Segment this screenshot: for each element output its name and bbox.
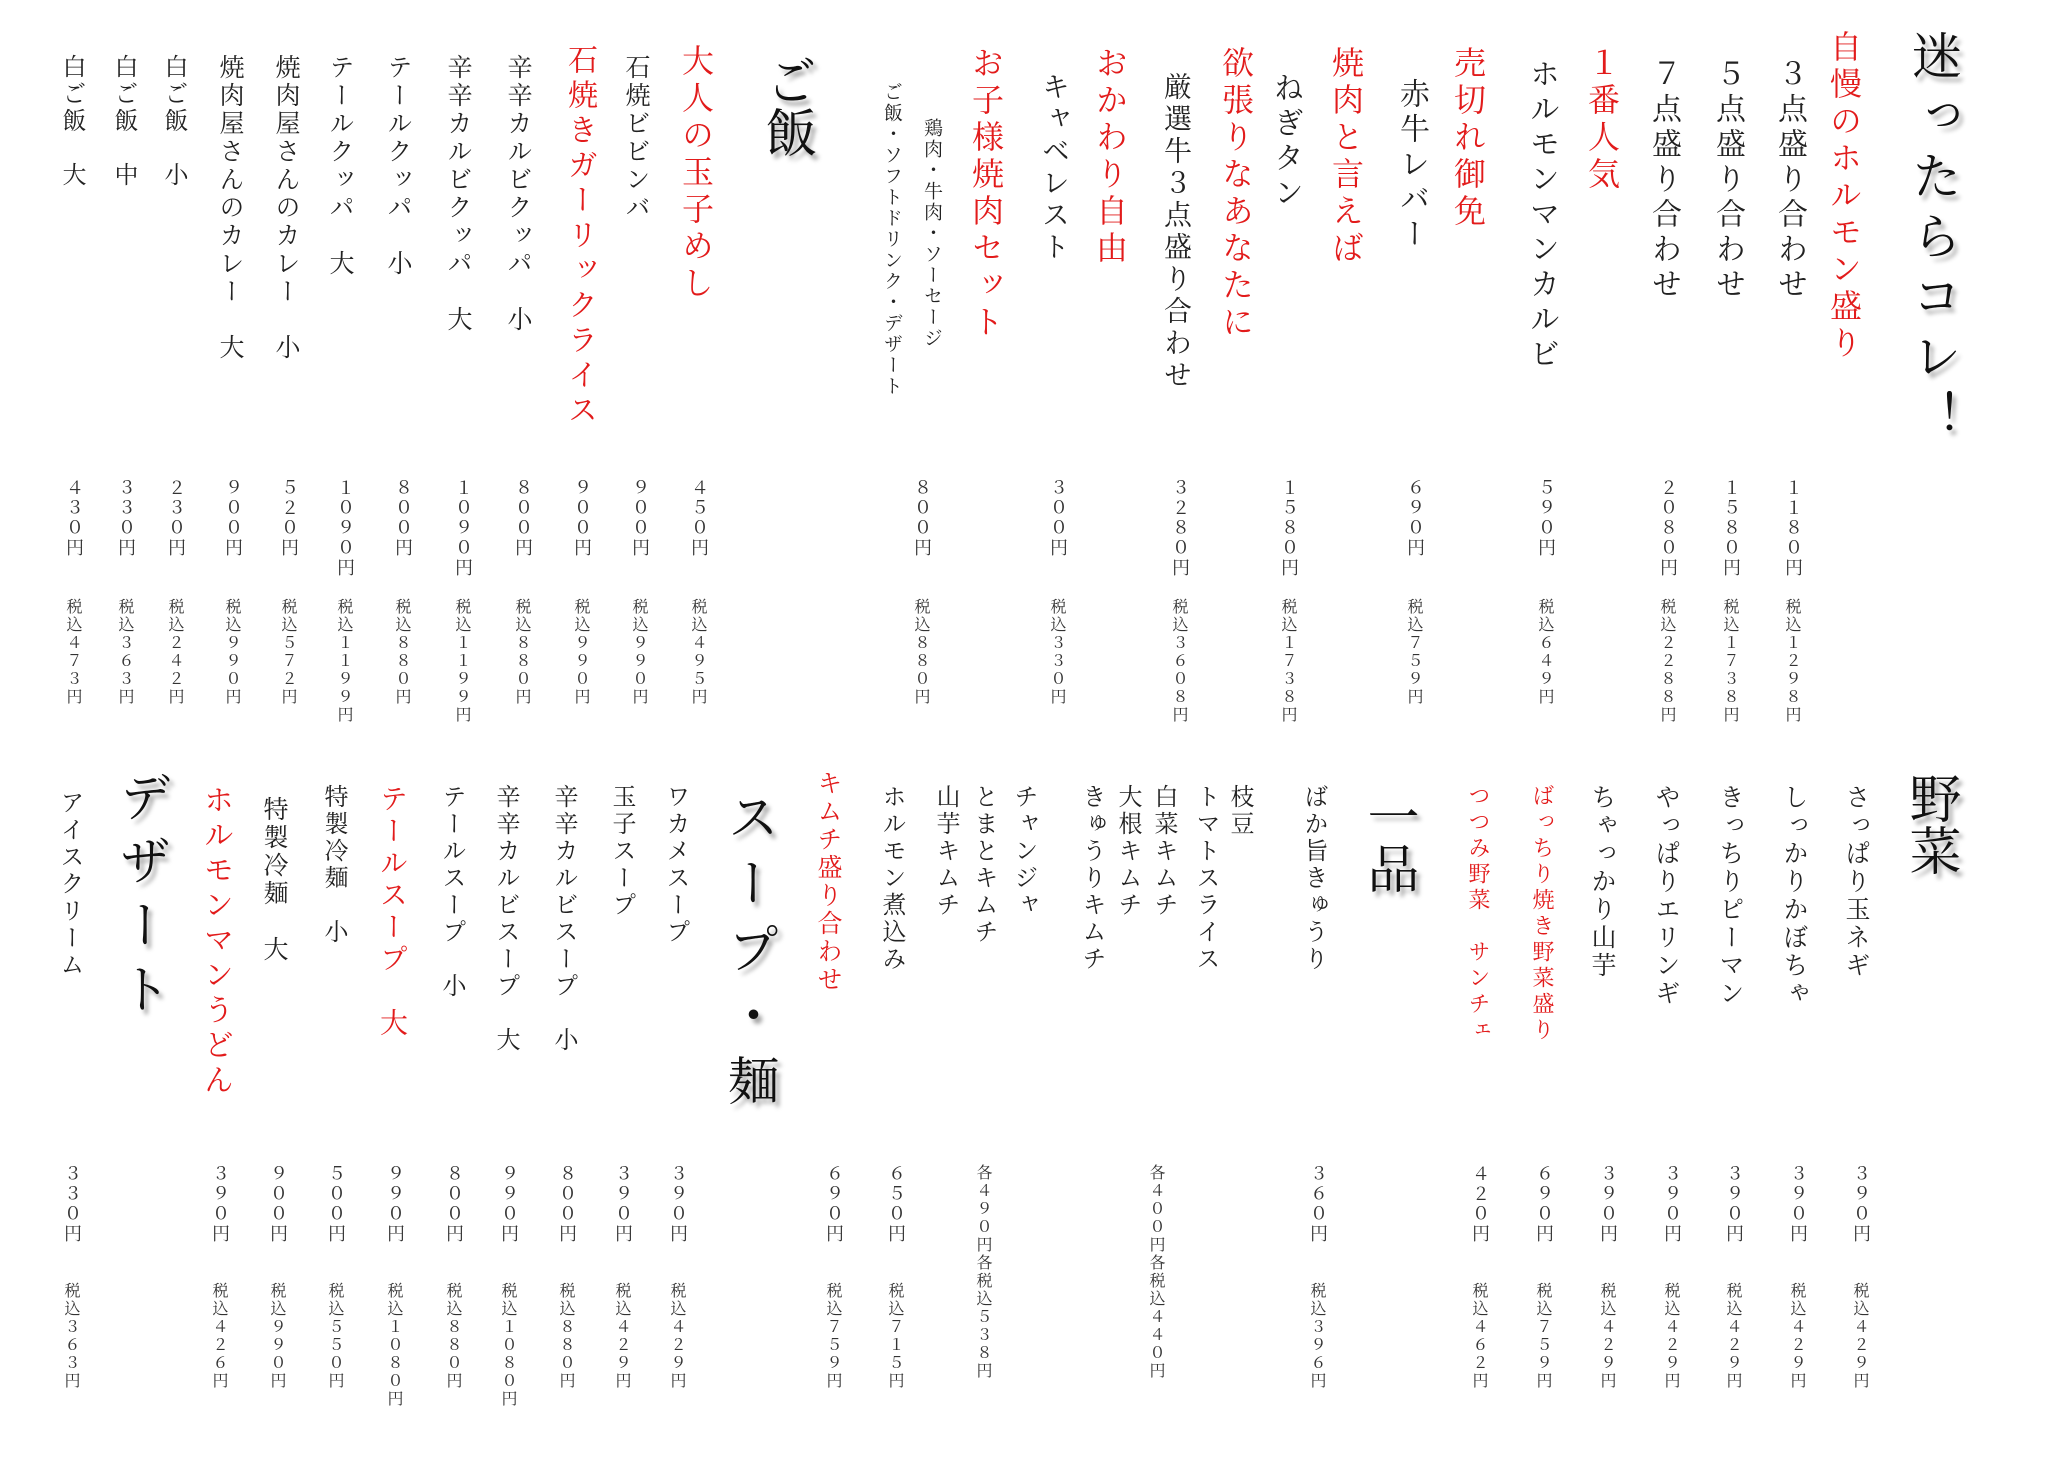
menu-item-price: ９９０円: [384, 1164, 405, 1244]
menu-item-price: １１８０円: [1782, 478, 1803, 578]
menu-item-tax: 税込１１９９円: [335, 598, 354, 724]
menu-item-tax: 税込２４２円: [166, 598, 185, 706]
menu-item-tax: 税込９９０円: [572, 598, 591, 706]
menu-item-name: 山芋キムチ: [932, 784, 960, 919]
menu-item-tax: 税込９９０円: [268, 1282, 287, 1390]
menu-item-detail: ご飯・ソフトドリンク・デザート: [881, 82, 903, 397]
menu-item-price: ４３０円: [63, 478, 84, 558]
menu-item-name: ホルモンマンカルビ: [1524, 58, 1559, 373]
menu-item-tax: 税込５５０円: [326, 1282, 345, 1390]
menu-item-name: 白ご飯 大: [58, 54, 86, 189]
menu-item-tax: 税込４７３円: [64, 598, 83, 706]
menu-item-name: トマトスライス: [1192, 784, 1220, 973]
menu-item-name: 白ご飯 中: [110, 54, 138, 189]
menu-item-price: ６５０円: [885, 1164, 906, 1244]
menu-item-price: ３３０円: [115, 478, 136, 558]
menu-item-name: 白ご飯 小: [160, 54, 188, 189]
menu-item-price: ４２０円: [1469, 1164, 1490, 1244]
menu-item-name: お子様焼肉セット: [967, 46, 1005, 342]
section-heading-vegetables: 野菜: [1900, 772, 1960, 876]
menu-item-name: 石焼ビビンバ: [622, 54, 651, 222]
menu-item-name: テールスープ 大: [376, 784, 409, 1040]
menu-item-name: きゅうりキムチ: [1078, 784, 1106, 973]
menu-item-name: 辛辛カルビクッパ 大: [444, 54, 473, 334]
menu-item-name: ワカメスープ: [662, 784, 690, 946]
menu-item-tax: 税込１１９９円: [453, 598, 472, 724]
menu-item-price: １５８０円: [1278, 478, 1299, 578]
menu-item-price: ９００円: [267, 1164, 288, 1244]
menu-item-tax: 税込８８０円: [557, 1282, 576, 1390]
menu-item-name: おかわり自由: [1091, 46, 1129, 268]
menu-item-tax: 税込７５９円: [1405, 598, 1424, 706]
menu-item-name: 焼肉屋さんのカレー 大: [216, 54, 245, 362]
menu-item-price: ８００円: [512, 478, 533, 558]
menu-item-name: ５点盛り合わせ: [1710, 58, 1745, 303]
section-heading-dessert: デザート: [110, 770, 170, 1026]
menu-item-name: 辛辛カルビスープ 小: [550, 784, 578, 1054]
group-price: 各４００円各税込４４０円: [1147, 1164, 1166, 1380]
menu-item-tax: 税込７５９円: [824, 1282, 843, 1390]
menu-item-price: ３９０円: [667, 1164, 688, 1244]
menu-item-name: ７点盛り合わせ: [1646, 58, 1681, 303]
menu-item-price: ３９０円: [1661, 1164, 1682, 1244]
menu-item-name: ホルモンマンうどん: [198, 784, 233, 1099]
menu-item-price: ５９０円: [1535, 478, 1556, 558]
menu-item-price: ９００円: [629, 478, 650, 558]
menu-item-tax: 税込４２９円: [1724, 1282, 1743, 1390]
menu-item-tax: 税込４２６円: [210, 1282, 229, 1390]
menu-item-tax: 税込４２９円: [613, 1282, 632, 1390]
section-heading-soup: スープ・麺: [718, 790, 778, 1120]
menu-item-tax: 税込１７３８円: [1721, 598, 1740, 724]
menu-item-name: チャンジャ: [1010, 784, 1038, 919]
menu-item-price: ４５０円: [688, 478, 709, 558]
menu-item-price: １０９０円: [334, 478, 355, 578]
menu-item-tax: 税込８８０円: [444, 1282, 463, 1390]
menu-item-tax: 税込４９５円: [689, 598, 708, 706]
menu-item-price: ６９０円: [1404, 478, 1425, 558]
menu-item-tax: 税込６４９円: [1536, 598, 1555, 706]
menu-item-price: ３２８０円: [1169, 478, 1190, 578]
menu-item-name: ばっちり焼き野菜盛り: [1529, 784, 1554, 1044]
menu-item-tax: 税込３６３円: [62, 1282, 81, 1390]
section-heading-ippin: 一品: [1358, 790, 1418, 894]
menu-item-tax: 税込２２８８円: [1658, 598, 1677, 724]
menu-item-tax: 税込５７２円: [279, 598, 298, 706]
menu-item-tax: 税込９９０円: [630, 598, 649, 706]
menu-item-name: 売切れ御免: [1449, 46, 1487, 231]
menu-item-tax: 税込４２９円: [1598, 1282, 1617, 1390]
menu-item-name: 特製冷麺 大: [260, 796, 289, 964]
menu-item-name: さっぱり玉ネギ: [1842, 784, 1871, 980]
menu-item-tax: 税込７１５円: [886, 1282, 905, 1390]
menu-item-name: 厳選牛３点盛り合わせ: [1160, 72, 1193, 392]
menu-item-price: ８００円: [443, 1164, 464, 1244]
menu-item-price: ５２０円: [278, 478, 299, 558]
menu-item-tax: 税込４２９円: [668, 1282, 687, 1390]
menu-item-price: １５８０円: [1720, 478, 1741, 578]
menu-item-tax: 税込８８０円: [513, 598, 532, 706]
menu-item-tax: 税込４２９円: [1662, 1282, 1681, 1390]
menu-item-name: 欲張りなあなたに: [1217, 46, 1255, 342]
menu-item-detail: 鶏肉・牛肉・ソーセージ: [921, 118, 943, 349]
menu-item-name: つつみ野菜 サンチェ: [1465, 784, 1490, 1044]
menu-item-tax: 税込４２９円: [1851, 1282, 1870, 1390]
menu-item-name: とまとキムチ: [970, 784, 998, 946]
menu-item-name: しっかりかぼちゃ: [1780, 784, 1809, 1008]
menu-item-name: 焼肉と言えば: [1327, 46, 1365, 268]
menu-item-name: 枝豆: [1226, 784, 1254, 838]
menu-item-tax: 税込１７３８円: [1279, 598, 1298, 724]
menu-item-tax: 税込４６２円: [1470, 1282, 1489, 1390]
menu-item-price: ８００円: [911, 478, 932, 558]
menu-item-name: 自慢のホルモン盛り: [1825, 30, 1863, 363]
menu-item-name: 特製冷麺 小: [320, 784, 348, 946]
menu-item-name: ３点盛り合わせ: [1772, 58, 1807, 303]
menu-item-name: やっぱりエリンギ: [1652, 784, 1681, 1008]
menu-item-price: ３９０円: [1597, 1164, 1618, 1244]
menu-item-name: ホルモン煮込み: [878, 784, 906, 973]
menu-item-tax: 税込１０８０円: [385, 1282, 404, 1408]
menu-item-name: テールクッパ 小: [384, 54, 413, 278]
menu-item-price: ３９０円: [209, 1164, 230, 1244]
menu-item-price: ６９０円: [823, 1164, 844, 1244]
menu-item-tax: 税込３３０円: [1048, 598, 1067, 706]
menu-item-name: アイスクリーム: [56, 790, 84, 979]
page-title: 迷ったらコレ！: [1904, 30, 1962, 450]
group-price: 各４９０円各税込５３８円: [974, 1164, 993, 1380]
menu-item-tax: 税込３６０８円: [1170, 598, 1189, 724]
menu-item-price: ９００円: [222, 478, 243, 558]
menu-item-price: ３６０円: [1307, 1164, 1328, 1244]
menu-item-name: 大人の玉子めし: [677, 44, 715, 303]
menu-item-name: 玉子スープ: [608, 784, 636, 919]
menu-item-name: 大根キムチ: [1114, 784, 1142, 919]
menu-item-name: １番人気: [1583, 46, 1621, 194]
menu-item-price: ３３０円: [61, 1164, 82, 1244]
menu-item-price: ５００円: [325, 1164, 346, 1244]
menu-item-price: ６９０円: [1533, 1164, 1554, 1244]
menu-item-price: ９００円: [571, 478, 592, 558]
section-heading-rice: ご飯: [756, 54, 816, 158]
menu-item-name: 焼肉屋さんのカレー 小: [272, 54, 301, 362]
menu-item-tax: 税込９９０円: [223, 598, 242, 706]
menu-item-name: キャベレスト: [1038, 72, 1071, 264]
menu-item-name: テールスープ 小: [438, 784, 466, 1000]
menu-item-tax: 税込４２９円: [1788, 1282, 1807, 1390]
menu-item-tax: 税込８８０円: [393, 598, 412, 706]
menu-item-name: 辛辛カルビスープ 大: [492, 784, 520, 1054]
menu-item-name: ちゃっかり山芋: [1588, 784, 1617, 980]
menu-item-price: ９９０円: [498, 1164, 519, 1244]
menu-item-name: キムチ盛り合わせ: [814, 770, 843, 994]
menu-item-price: １０９０円: [452, 478, 473, 578]
menu-item-name: 石焼きガーリックライス: [562, 44, 597, 429]
menu-item-price: ３９０円: [1850, 1164, 1871, 1244]
menu-item-tax: 税込８８０円: [912, 598, 931, 706]
menu-item-price: ３００円: [1047, 478, 1068, 558]
menu-item-name: 赤牛レバー: [1394, 78, 1429, 253]
menu-item-tax: 税込７５９円: [1534, 1282, 1553, 1390]
menu-item-price: ３９０円: [1723, 1164, 1744, 1244]
menu-item-tax: 税込１２９８円: [1783, 598, 1802, 724]
menu-item-name: ねぎタン: [1268, 72, 1303, 212]
menu-item-name: 白菜キムチ: [1150, 784, 1178, 919]
menu-item-tax: 税込１０８０円: [499, 1282, 518, 1408]
menu-item-tax: 税込３６３円: [116, 598, 135, 706]
menu-item-tax: 税込３９６円: [1308, 1282, 1327, 1390]
menu-item-name: 辛辛カルビクッパ 小: [504, 54, 533, 334]
menu-item-name: テールクッパ 大: [326, 54, 355, 278]
menu-item-price: ８００円: [392, 478, 413, 558]
menu-item-price: ８００円: [556, 1164, 577, 1244]
menu-item-price: ３９０円: [612, 1164, 633, 1244]
menu-item-price: ３９０円: [1787, 1164, 1808, 1244]
menu-item-price: ２３０円: [165, 478, 186, 558]
menu-item-price: ２０８０円: [1657, 478, 1678, 578]
menu-item-name: きっちりピーマン: [1716, 784, 1745, 1008]
menu-item-name: ばか旨きゅうり: [1300, 784, 1328, 973]
